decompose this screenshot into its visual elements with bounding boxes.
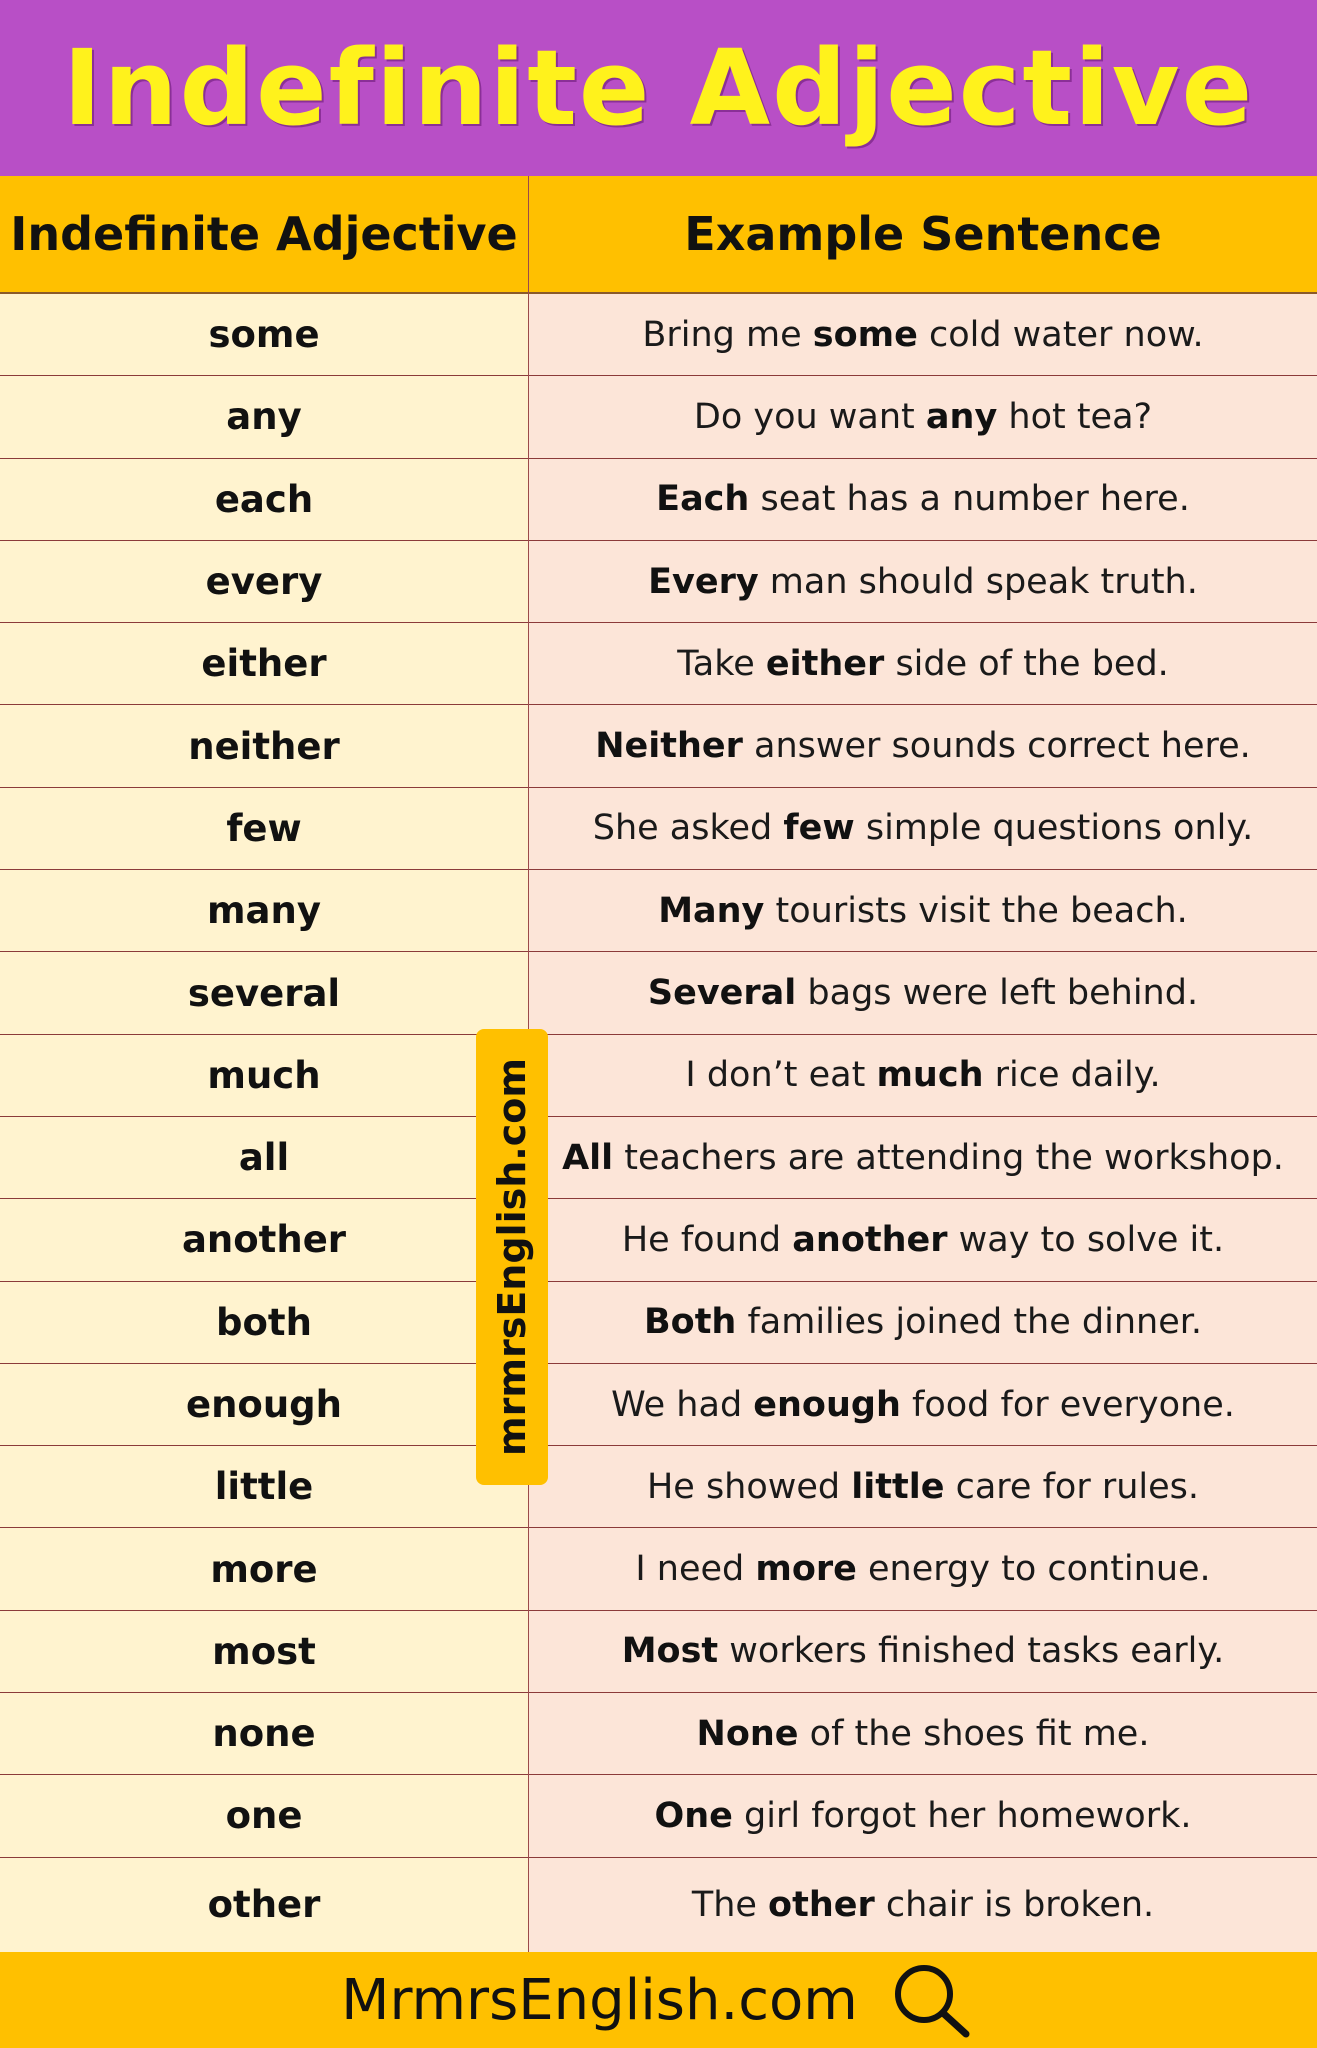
example-sentence-cell	[529, 1775, 1317, 1856]
page-title: Indefinite Adjective	[62, 27, 1255, 149]
table-row	[0, 1858, 1317, 1952]
example-sentence-cell	[529, 1611, 1317, 1692]
table-row	[0, 1611, 1317, 1693]
example-sentence-cell	[529, 1446, 1317, 1527]
table-row	[0, 459, 1317, 541]
adjective-cell: none	[0, 1693, 528, 1774]
footer-banner	[0, 1952, 1317, 2048]
example-sentence-cell	[529, 870, 1317, 951]
sentence-text: The	[691, 1884, 769, 1925]
highlighted-adjective: Several	[647, 973, 797, 1014]
highlighted-adjective: little	[851, 1466, 945, 1507]
table-row	[0, 1446, 1317, 1528]
sentence-text: tourists visit the beach.	[764, 890, 1188, 931]
adjective-cell: another	[0, 1199, 528, 1280]
sentence-text: Do you want	[693, 396, 926, 437]
table-row	[0, 1775, 1317, 1857]
sentence-text: rice daily.	[983, 1055, 1161, 1096]
highlighted-adjective: Neither	[595, 726, 743, 767]
highlighted-adjective: another	[792, 1219, 948, 1260]
table-row	[0, 1282, 1317, 1364]
sentence-text: families joined the dinner.	[736, 1302, 1203, 1343]
sentence-text: teachers are attending the workshop.	[613, 1137, 1284, 1178]
adjective-cell: other	[0, 1858, 528, 1952]
vertical-watermark-badge	[476, 1029, 548, 1485]
example-sentence-cell	[529, 376, 1317, 457]
sentence-text: care for rules.	[944, 1466, 1200, 1507]
adjective-cell: much	[0, 1035, 528, 1116]
highlighted-adjective: either	[765, 643, 885, 684]
example-sentence-cell	[529, 952, 1317, 1033]
sentence-text: Bring me	[642, 314, 813, 355]
sentence-text: seat has a number here.	[749, 479, 1190, 520]
highlighted-adjective: All	[562, 1137, 614, 1178]
table-row	[0, 623, 1317, 705]
table-body	[0, 294, 1317, 1952]
sentence-text: chair is broken.	[874, 1884, 1155, 1925]
example-sentence-cell	[529, 1858, 1317, 1952]
table-row	[0, 1528, 1317, 1610]
adjective-cell: most	[0, 1611, 528, 1692]
sentence-text: cold water now.	[917, 314, 1204, 355]
highlighted-adjective: enough	[753, 1384, 901, 1425]
adjective-cell: several	[0, 952, 528, 1033]
highlighted-adjective: few	[783, 808, 855, 849]
sentence-text: I don’t eat	[685, 1055, 877, 1096]
table-row	[0, 870, 1317, 952]
example-sentence-cell	[529, 459, 1317, 540]
sentence-text: He found	[621, 1219, 793, 1260]
adjective-cell: few	[0, 788, 528, 869]
highlighted-adjective: some	[812, 314, 918, 355]
sentence-text: We had	[611, 1384, 754, 1425]
adjective-cell: any	[0, 376, 528, 457]
adjective-cell: every	[0, 541, 528, 622]
sentence-text: way to solve it.	[947, 1219, 1225, 1260]
sentence-text: side of the bed.	[884, 643, 1169, 684]
table-row	[0, 1364, 1317, 1446]
adjective-cell: one	[0, 1775, 528, 1856]
header-example-sentence: Example Sentence	[684, 207, 1162, 261]
table-row	[0, 1693, 1317, 1775]
sentence-text: hot tea?	[997, 396, 1153, 437]
highlighted-adjective: any	[925, 396, 998, 437]
adjective-table	[0, 176, 1317, 1952]
watermark-text: mrmrsEnglish.com	[490, 1058, 535, 1456]
sentence-text: of the shoes fit me.	[798, 1713, 1150, 1754]
table-row	[0, 705, 1317, 787]
table-row	[0, 952, 1317, 1034]
sentence-text: She asked	[592, 808, 784, 849]
adjective-cell: both	[0, 1282, 528, 1363]
title-banner	[0, 0, 1317, 176]
example-sentence-cell	[529, 1693, 1317, 1774]
highlighted-adjective: None	[696, 1713, 799, 1754]
example-sentence-cell	[529, 705, 1317, 786]
highlighted-adjective: Both	[643, 1302, 737, 1343]
table-row	[0, 294, 1317, 376]
adjective-cell: neither	[0, 705, 528, 786]
adjective-cell: some	[0, 294, 528, 375]
example-sentence-cell	[529, 1117, 1317, 1198]
example-sentence-cell	[529, 623, 1317, 704]
sentence-text: man should speak truth.	[758, 561, 1198, 602]
table-row	[0, 376, 1317, 458]
sentence-text: food for everyone.	[900, 1384, 1235, 1425]
table-row	[0, 541, 1317, 623]
example-sentence-cell	[529, 788, 1317, 869]
example-sentence-cell	[529, 541, 1317, 622]
highlighted-adjective: Every	[648, 561, 759, 602]
adjective-cell: each	[0, 459, 528, 540]
adjective-cell: either	[0, 623, 528, 704]
adjective-cell: more	[0, 1528, 528, 1609]
highlighted-adjective: much	[876, 1055, 984, 1096]
sentence-text: Take	[677, 643, 766, 684]
adjective-cell: enough	[0, 1364, 528, 1445]
sentence-text: bags were left behind.	[796, 973, 1199, 1014]
adjective-cell: little	[0, 1446, 528, 1527]
example-sentence-cell	[529, 294, 1317, 375]
table-row	[0, 1199, 1317, 1281]
sentence-text: workers finished tasks early.	[718, 1631, 1225, 1672]
highlighted-adjective: more	[755, 1549, 857, 1590]
table-row	[0, 788, 1317, 870]
sentence-text: answer sounds correct here.	[742, 726, 1251, 767]
search-icon	[886, 1960, 976, 2040]
adjective-cell: all	[0, 1117, 528, 1198]
highlighted-adjective: Each	[656, 479, 750, 520]
example-sentence-cell	[529, 1199, 1317, 1280]
example-sentence-cell	[529, 1528, 1317, 1609]
highlighted-adjective: other	[768, 1884, 875, 1925]
example-sentence-cell	[529, 1035, 1317, 1116]
table-header-row	[0, 176, 1317, 294]
sentence-text: simple questions only.	[854, 808, 1254, 849]
sentence-text: He showed	[646, 1466, 852, 1507]
sentence-text: energy to continue.	[856, 1549, 1211, 1590]
footer-site-name: MrmrsEnglish.com	[341, 1967, 858, 2033]
highlighted-adjective: Many	[658, 890, 765, 931]
table-row	[0, 1117, 1317, 1199]
table-row	[0, 1035, 1317, 1117]
example-sentence-cell	[529, 1364, 1317, 1445]
highlighted-adjective: One	[654, 1795, 733, 1836]
sentence-text: I need	[635, 1549, 756, 1590]
highlighted-adjective: Most	[621, 1631, 719, 1672]
example-sentence-cell	[529, 1282, 1317, 1363]
header-indefinite-adjective: Indefinite Adjective	[10, 207, 518, 261]
sentence-text: girl forgot her homework.	[732, 1795, 1192, 1836]
adjective-cell: many	[0, 870, 528, 951]
